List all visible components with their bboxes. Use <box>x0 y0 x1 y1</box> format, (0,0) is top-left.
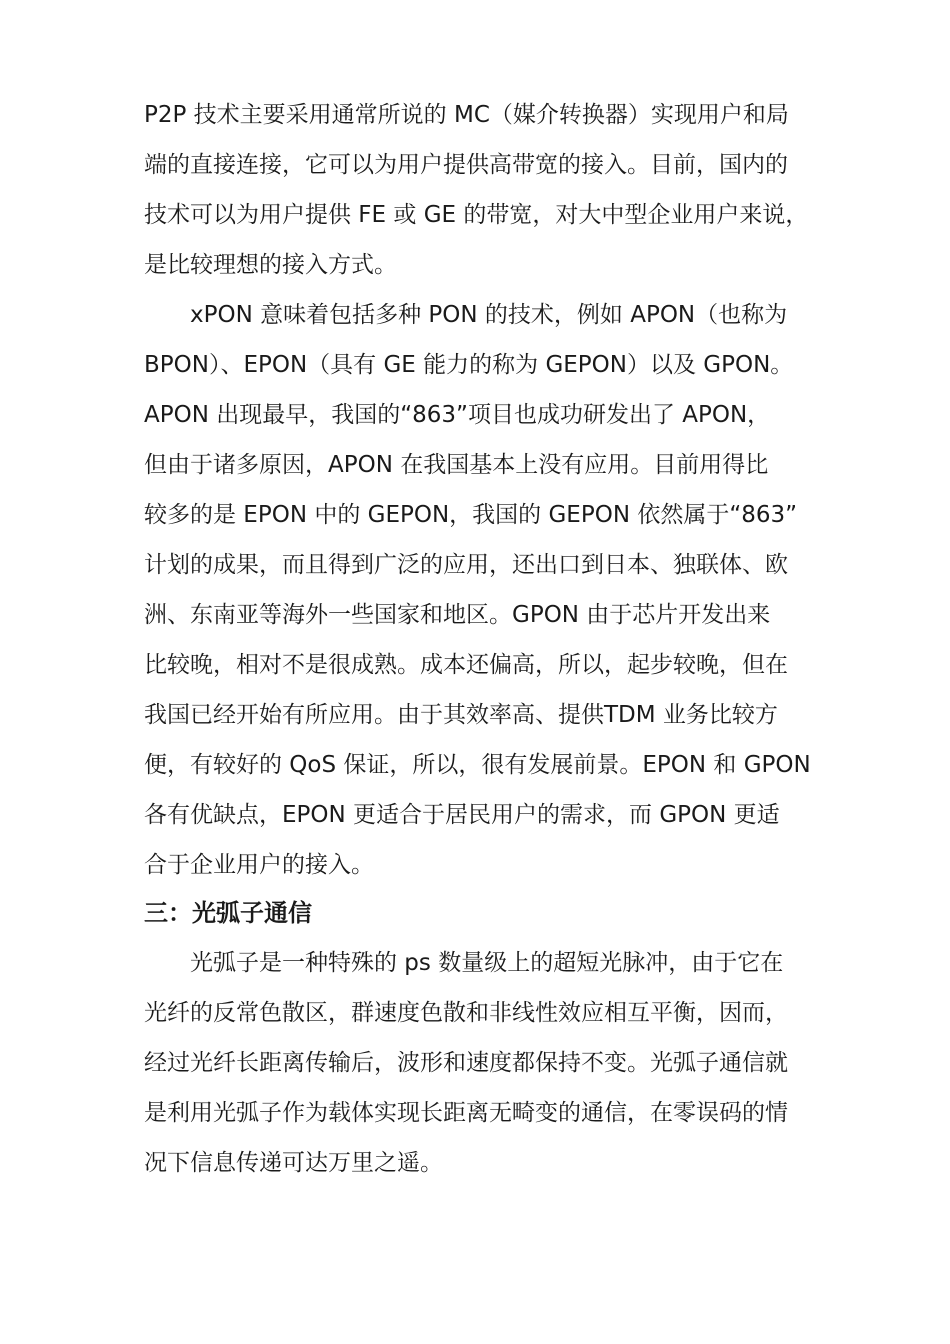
text-line: 技术可以为用户提供 FE 或 GE 的带宽，对大中型企业用户来说， <box>144 202 809 228</box>
text-line: 计划的成果，而且得到广泛的应用，还出口到日本、独联体、欧 <box>144 552 788 578</box>
text-line: 是利用光弧子作为载体实现长距离无畸变的通信，在零误码的情 <box>144 1100 788 1126</box>
text-line: 便，有较好的 QoS 保证，所以，很有发展前景。EPON 和 GPON <box>144 752 811 778</box>
paragraph-p2p <box>144 90 816 290</box>
text-line: 是比较理想的接入方式。 <box>144 252 397 278</box>
text-line: 但由于诸多原因，APON 在我国基本上没有应用。目前用得比 <box>144 452 769 478</box>
text-line: 洲、东南亚等海外一些国家和地区。GPON 由于芯片开发出来 <box>144 602 771 628</box>
text-line: 光纤的反常色散区，群速度色散和非线性效应相互平衡，因而， <box>144 1000 788 1026</box>
text-line: 较多的是 EPON 中的 GEPON，我国的 GEPON 依然属于“863” <box>144 502 798 528</box>
text-line: 合于企业用户的接入。 <box>144 852 374 878</box>
section-heading: 三：光弧子通信 <box>144 899 312 927</box>
paragraph-soliton <box>144 938 816 1188</box>
text-line: 我国已经开始有所应用。由于其效率高、提供TDM 业务比较方 <box>144 702 778 728</box>
text-line: 光弧子是一种特殊的 ps 数量级上的超短光脉冲，由于它在 <box>144 950 784 976</box>
text-line: 况下信息传递可达万里之遥。 <box>144 1150 443 1176</box>
text-line: 各有优缺点，EPON 更适合于居民用户的需求，而 GPON 更适 <box>144 802 780 828</box>
text-line: 端的直接连接，它可以为用户提供高带宽的接入。目前，国内的 <box>144 152 788 178</box>
text-line: xPON 意味着包括多种 PON 的技术，例如 APON（也称为 <box>144 302 788 328</box>
text-line: 比较晚，相对不是很成熟。成本还偏高，所以，起步较晚，但在 <box>144 652 788 678</box>
text-line: P2P 技术主要采用通常所说的 MC（媒介转换器）实现用户和局 <box>144 102 789 128</box>
text-line: BPON）、EPON（具有 GE 能力的称为 GEPON）以及 GPON。 <box>144 352 794 378</box>
text-line: APON 出现最早，我国的“863”项目也成功研发出了 APON， <box>144 402 771 428</box>
paragraph-xpon <box>144 290 816 890</box>
text-line: 经过光纤长距离传输后，波形和速度都保持不变。光弧子通信就 <box>144 1050 788 1076</box>
